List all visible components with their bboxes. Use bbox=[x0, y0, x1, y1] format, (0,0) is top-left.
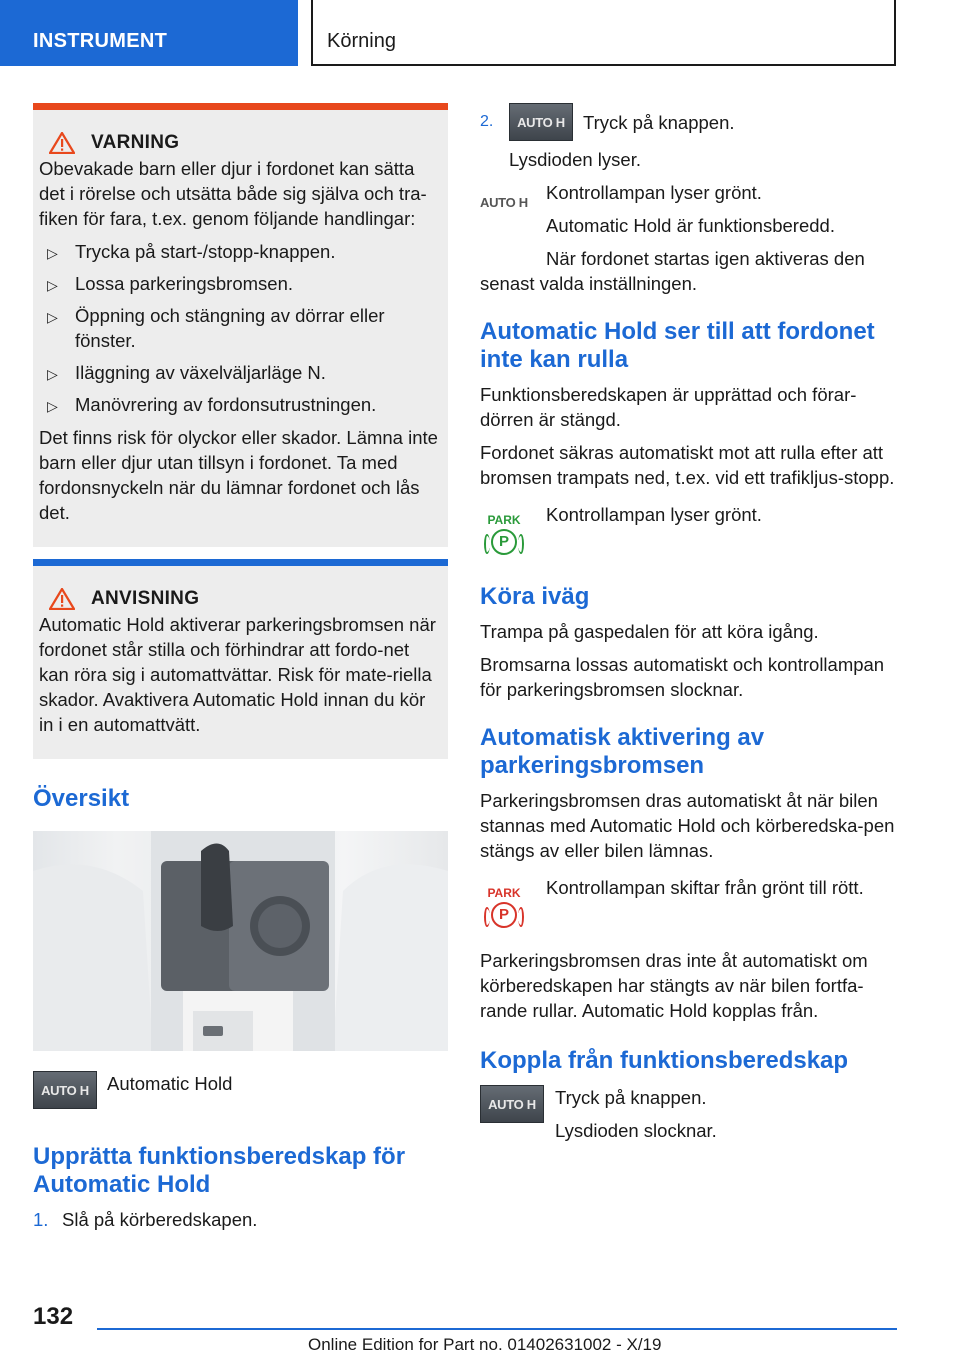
center-console-photo bbox=[33, 831, 448, 1051]
auto-h-button-icon: AUTO H bbox=[480, 1085, 544, 1123]
park-green-icon: PARK P bbox=[480, 514, 528, 555]
drive-off-p1: Trampa på gaspedalen för att köra igång. bbox=[480, 621, 819, 642]
establish-heading: Upprätta funktionsberedskap för Automatic Hold bbox=[33, 1143, 406, 1198]
warning-title bbox=[39, 132, 442, 154]
auto-h-legend bbox=[33, 1071, 448, 1109]
disable-row bbox=[480, 1085, 898, 1143]
auto-park-p2: Parkeringsbromsen dras inte åt automatiskt om körberedskapen har stängts av när bilen fortfa-rande rullar. Automatic Hold kopplas från. bbox=[480, 950, 868, 1021]
indicator-text-3: När fordonet startas igen aktiveras den senast valda inställningen. bbox=[480, 248, 865, 294]
list-item: ▷ Lossa parkeringsbromsen. bbox=[39, 271, 442, 296]
warning-title-text: VARNING bbox=[91, 132, 180, 153]
list-item: ▷ Öppning och stängning av dörrar eller fönster. bbox=[47, 305, 385, 351]
step-2-sub: Lysdioden lyser. bbox=[509, 149, 641, 170]
step-2 bbox=[480, 103, 898, 141]
prevents-heading: Automatic Hold ser till att fordonet inte kan rulla bbox=[480, 318, 875, 373]
note-title-text: ANVISNING bbox=[91, 588, 200, 609]
auto-h-button-icon: AUTO H bbox=[33, 1071, 97, 1109]
triangle-bullet-icon: ▷ bbox=[47, 398, 58, 414]
warning-list bbox=[39, 239, 442, 417]
warning-intro: Obevakade barn eller djur i fordonet kan sätta det i rörelse och utsätta både sig själva och tra-fiken för fara, t.ex. genom följande handlingar: bbox=[39, 158, 427, 229]
overview-heading: Översikt bbox=[33, 785, 130, 812]
disable-line-2: Lysdioden slocknar. bbox=[555, 1120, 717, 1141]
warning-outro: Det finns risk för olyckor eller skador. Lämna inte barn eller djur utan tillsyn i fordonet. Ta med fordonsnyckeln när du lämnar fordonet och lås det. bbox=[39, 427, 438, 523]
disable-heading: Koppla från funktionsberedskap bbox=[480, 1047, 849, 1074]
park-red-text: Kontrollampan skiftar från grönt till rött. bbox=[546, 877, 864, 898]
left-column bbox=[33, 103, 448, 1232]
step-number: 1. bbox=[33, 1209, 49, 1230]
auto-h-button-icon: AUTO H bbox=[509, 103, 573, 141]
note-box bbox=[33, 559, 448, 759]
list-item: ▷ Iläggning av växelväljarläge N. bbox=[39, 360, 442, 385]
auto-park-p1: Parkeringsbromsen dras automatiskt åt när bilen stannas med Automatic Hold och körberedska-pen stängs av eller bilen lämnas. bbox=[480, 790, 895, 861]
triangle-bullet-icon: ▷ bbox=[47, 277, 58, 293]
step-2-text: Tryck på knappen. bbox=[583, 111, 735, 133]
auto-park-heading: Automatisk aktivering av parkeringsbromsen bbox=[480, 724, 765, 779]
auto-h-indicator-row bbox=[480, 180, 898, 238]
footer-edition: Online Edition for Part no. 01402631002 - X/19 bbox=[308, 1335, 662, 1354]
note-text: Automatic Hold aktiverar parkeringsbromsen när fordonet står stilla och förhindrar att fordo-net kan röra sig i automattvättar. Risk för mate-riella skador. Avaktivera Automatic Hold innan du kör in i en automattvätt. bbox=[39, 614, 436, 735]
indicator-text-1: Kontrollampan lyser grönt. bbox=[546, 182, 762, 203]
auto-h-caption: Automatic Hold bbox=[107, 1073, 233, 1094]
park-green-row bbox=[480, 502, 898, 555]
indicator-text-2: Automatic Hold är funktionsberedd. bbox=[546, 215, 835, 236]
drive-off-heading: Köra iväg bbox=[480, 583, 590, 610]
warning-box bbox=[33, 103, 448, 547]
triangle-bullet-icon: ▷ bbox=[47, 366, 58, 382]
warning-triangle-icon bbox=[49, 588, 75, 610]
park-red-row bbox=[480, 875, 898, 928]
right-column bbox=[480, 103, 898, 1143]
warning-triangle-icon bbox=[49, 132, 75, 154]
park-red-icon: PARK P bbox=[480, 887, 528, 928]
auto-h-indicator-icon: AUTO H bbox=[480, 195, 528, 210]
triangle-bullet-icon: ▷ bbox=[47, 245, 58, 261]
list-item: ▷ Manövrering av fordonsutrustningen. bbox=[39, 392, 442, 417]
note-title bbox=[39, 588, 442, 610]
disable-line-1: Tryck på knappen. bbox=[555, 1087, 707, 1108]
step-number: 2. bbox=[480, 113, 494, 130]
prevents-p1: Funktionsberedskapen är upprättad och förar-dörren är stängd. bbox=[480, 384, 857, 430]
drive-off-p2: Bromsarna lossas automatiskt och kontrollampan för parkeringsbromsen slocknar. bbox=[480, 654, 885, 700]
step-1: 1. Slå på körberedskapen. bbox=[33, 1209, 258, 1230]
park-green-text: Kontrollampan lyser grönt. bbox=[546, 504, 762, 525]
chapter-title: Körning bbox=[311, 0, 896, 66]
list-item: ▷ Trycka på start-/stopp-knappen. bbox=[39, 239, 442, 264]
page-number: 132 bbox=[33, 1303, 74, 1330]
footer-divider bbox=[97, 1328, 897, 1330]
section-tab: INSTRUMENT bbox=[0, 0, 298, 66]
prevents-p2: Fordonet säkras automatiskt mot att rulla efter att bromsen trampats ned, t.ex. vid ett trafikljus-stopp. bbox=[480, 442, 895, 488]
console-illustration bbox=[33, 831, 448, 1051]
triangle-bullet-icon: ▷ bbox=[47, 309, 58, 325]
